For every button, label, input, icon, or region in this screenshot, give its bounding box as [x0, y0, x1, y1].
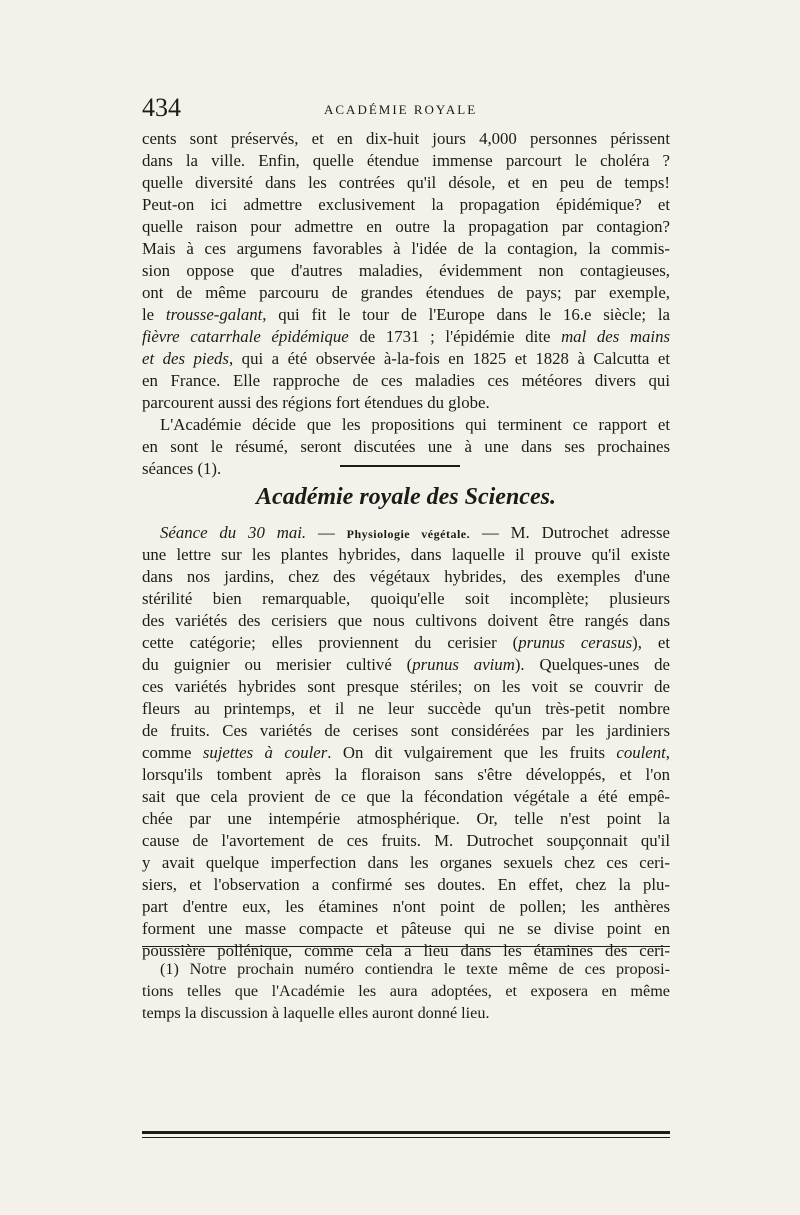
text-line: et des pieds, qui a été observée à-la-fois en 1825 et 1828 à Calcutta et — [142, 349, 670, 368]
text-line: en France. Elle rapproche de ces maladies ces météores divers qui — [142, 371, 670, 390]
text-line: fièvre catarrhale épidémique de 1731 ; l'épidémie dite mal des mains — [142, 327, 670, 346]
running-head: ACADÉMIE ROYALE — [324, 102, 478, 117]
italic-term: fièvre catarrhale épidémique — [142, 327, 349, 346]
text-line: chée par une intempérie atmosphérique. Or, telle n'est point la — [142, 809, 670, 828]
section-divider — [340, 465, 460, 467]
footnote-line: tions telles que l'Académie les aura adoptées, et exposera en même — [142, 982, 670, 1000]
text-line: cette catégorie; elles proviennent du cerisier (prunus cerasus), et — [142, 633, 670, 652]
session-date: Séance du 30 mai. — [160, 523, 307, 542]
text-line: sait que cela provient de ce que la fécondation végétale a été empê- — [142, 787, 670, 806]
text-line: de fruits. Ces variétés de cerises sont considérées par les jardiniers — [142, 721, 670, 740]
text-line: poussière pollénique, comme cela a lieu dans les étamines des ceri- — [142, 941, 670, 960]
text-line: une lettre sur les plantes hybrides, dans laquelle il prouve qu'il existe — [142, 545, 670, 564]
footnote-line: temps la discussion à laquelle elles auront donné lieu. — [142, 1004, 490, 1022]
text-line: Peut-on ici admettre exclusivement la propagation épidémique? et — [142, 195, 670, 214]
italic-term: sujettes à couler — [202, 743, 328, 762]
italic-term: mal des mains — [561, 327, 670, 346]
footnote-line: (1) Notre prochain numéro contiendra le texte même de ces proposi- — [160, 960, 670, 978]
text-line: des variétés des cerisiers que nous cultivons doivent être rangés dans — [142, 611, 670, 630]
text-line: dans nos jardins, chez des végétaux hybrides, des exemples d'une — [142, 567, 670, 586]
page-number: 434 — [142, 93, 181, 122]
text-line: L'Académie décide que les propositions qui terminent ce rapport et — [160, 415, 670, 434]
text-line: Mais à ces argumens favorables à l'idée de la contagion, la commis- — [142, 239, 670, 258]
page-header — [142, 93, 672, 125]
text-line: cause de l'avortement de ces fruits. M. Dutrochet soupçonnait qu'il — [142, 831, 670, 850]
text-line: cents sont préservés, et en dix-huit jours 4,000 personnes périssent — [142, 129, 670, 148]
text-line: siers, et l'observation a confirmé ses doutes. En effet, chez la plu- — [142, 875, 670, 894]
footnote-rule — [142, 946, 670, 947]
text-line: ces variétés hybrides sont presque stériles; on les voit se couvrir de — [142, 677, 670, 696]
text-line: quelle diversité dans les contrées qu'il désole, et en peu de temps! — [142, 173, 670, 192]
text-line: quelle raison pour admettre en outre la propagation par contagion? — [142, 217, 670, 236]
italic-term: trousse-galant — [165, 305, 263, 324]
text-line: forment une masse compacte et pâteuse qui ne se divise point en — [142, 919, 670, 938]
text-line: dans la ville. Enfin, quelle étendue immense parcourt le choléra ? — [142, 151, 670, 170]
text-line: ont de même parcouru de grandes étendues de pays; par exemple, — [142, 283, 670, 302]
bottom-rule — [142, 1131, 670, 1134]
italic-term: coulent — [616, 743, 666, 762]
text-line: comme sujettes à couler. On dit vulgairement que les fruits coulent, — [142, 743, 670, 762]
text-line: séances (1). — [142, 459, 222, 478]
italic-term: et des pieds — [142, 349, 229, 368]
subject-heading: Physiologie végétale. — [346, 527, 471, 541]
text-line: du guignier ou merisier cultivé (prunus avium). Quelques-unes de — [142, 655, 670, 674]
section-title: Académie royale des Sciences. — [256, 484, 556, 510]
text-line: fleurs au printemps, et il ne leur succède qu'un très-petit nombre — [142, 699, 670, 718]
text-line: part d'entre eux, les étamines n'ont point de pollen; les anthères — [142, 897, 670, 916]
text-line: sion oppose que d'autres maladies, évidemment non contagieuses, — [142, 261, 670, 280]
text-line: stérilité bien remarquable, quoiqu'elle soit incomplète; plusieurs — [142, 589, 670, 608]
italic-term: prunus cerasus — [518, 633, 633, 652]
text-line: Séance du 30 mai. — Physiologie végétale. — M. Dutrochet adresse — [160, 523, 670, 542]
italic-term: prunus avium — [412, 655, 515, 674]
bottom-rule-thin — [142, 1137, 670, 1138]
text-line: le trousse-galant, qui fit le tour de l'Europe dans le 16.e siècle; la — [142, 305, 670, 324]
text-line: en sont le résumé, seront discutées une à une dans ses prochaines — [142, 437, 670, 456]
text-line: y avait quelque imperfection dans les organes sexuels chez ces ceri- — [142, 853, 670, 872]
text-line: parcourent aussi des régions fort étendues du globe. — [142, 393, 490, 412]
text-line: lorsqu'ils tombent après la floraison sans s'être développés, et l'on — [142, 765, 670, 784]
